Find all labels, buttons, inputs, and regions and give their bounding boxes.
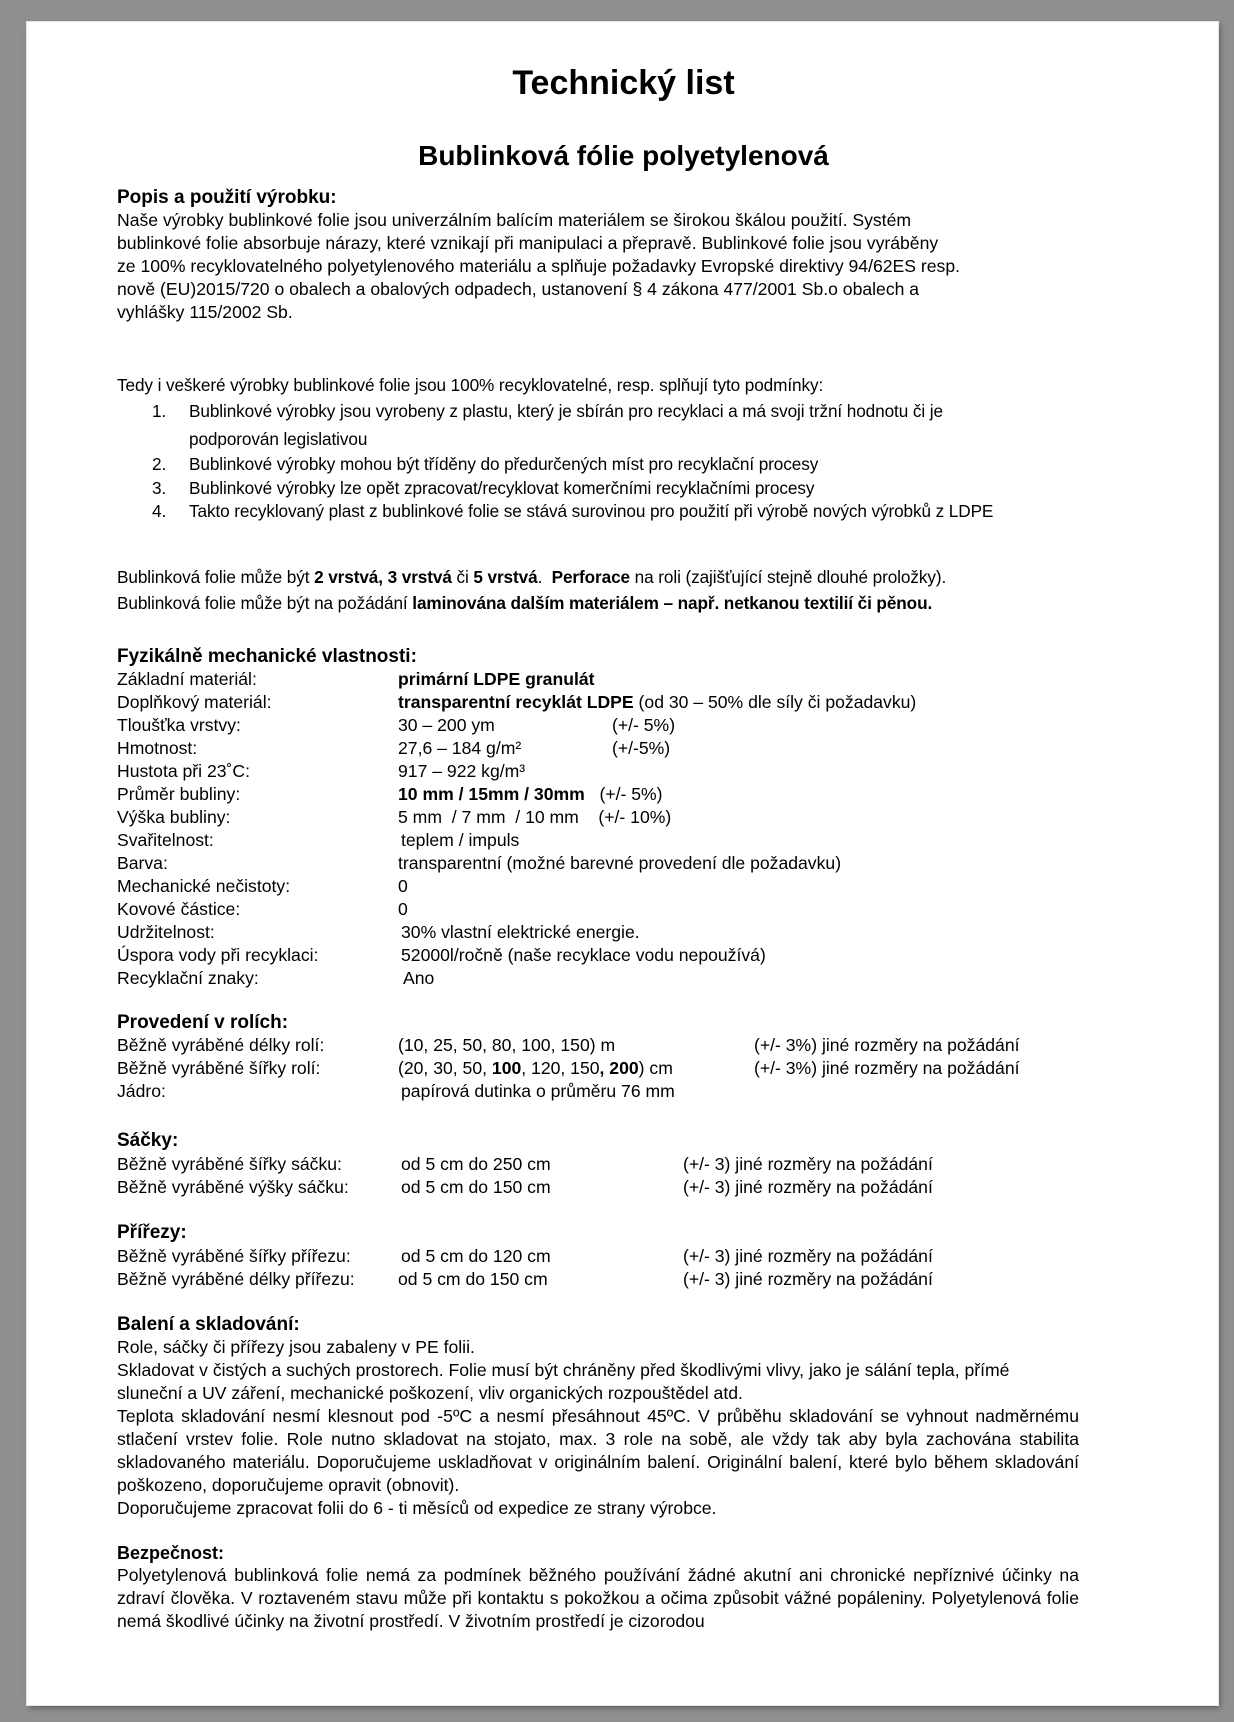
property-row (117, 760, 1117, 783)
property-row (117, 668, 1117, 691)
condition-item (117, 397, 1029, 453)
cuts-table (117, 1245, 1117, 1291)
property-tolerance: (+/-5%) (612, 738, 671, 758)
property-label: Recyklační znaky: (117, 968, 259, 988)
lamination-text: Bublinková folie může být na požádání (117, 593, 413, 613)
property-label: Hmotnost: (117, 738, 198, 758)
rolls-table (117, 1034, 1117, 1103)
section-heading-vlastnosti: Fyzikálně mechanické vlastnosti: (117, 646, 417, 667)
document-subtitle: Bublinková fólie polyetylenová (418, 140, 829, 171)
condition-item (117, 477, 1029, 501)
section-heading-sacky: Sáčky: (117, 1130, 179, 1151)
condition-number: 3. (152, 477, 167, 498)
property-value-bold: primární LDPE granulát (398, 669, 595, 689)
property-row (117, 921, 1117, 944)
rolls-row (117, 1057, 1117, 1080)
safety-paragraph: Polyetylenová bublinková folie nemá za podmínek běžného používání žádné akutní ani chronické nepříznivé účinky na zdraví člověka. V roztaveném stavu může při kontaktu s pokožkou a očima způsobit vážné popáleniny. Polyetylenová folie nemá škodlivé účinky na životní prostředí. V životním prostředí je cizorodou (117, 1565, 1079, 1631)
rolls-label: Běžně vyráběné šířky rolí: (117, 1058, 321, 1078)
property-value: 30 – 200 ym (398, 715, 495, 735)
property-value: 0 (398, 876, 408, 896)
property-row (117, 737, 1117, 760)
cuts-row (117, 1268, 1117, 1291)
property-value-text: (+/- 5%) (584, 784, 663, 804)
property-value: 0 (398, 899, 408, 919)
property-label: Základní materiál: (117, 669, 257, 689)
layers-note (117, 566, 1127, 589)
bags-note: (+/- 3) jiné rozměry na požádání (683, 1177, 933, 1197)
rolls-value-text: , 120, 150 (521, 1058, 600, 1078)
section-heading-bezpecnost: Bezpečnost: (117, 1543, 225, 1563)
condition-text: Takto recyklovaný plast z bublinkové folie se stává surovinou pro použití při výrobě nových výrobků z LDPE (189, 501, 994, 521)
popis-line: vyhlášky 115/2002 Sb. (117, 302, 293, 322)
document-page (27, 22, 1218, 1705)
property-label: Úspora vody při recyklaci: (117, 945, 319, 965)
property-label: Tloušťka vrstvy: (117, 715, 241, 735)
recycling-intro: Tedy i veškeré výrobky bublinkové folie jsou 100% recyklovatelné, resp. splňují tyto podmínky: (117, 375, 824, 395)
property-label: Mechanické nečistoty: (117, 876, 291, 896)
layers-text: Bublinková folie může být (117, 567, 315, 587)
cuts-label: Běžně vyráběné délky přířezu: (117, 1269, 355, 1289)
property-tolerance: (+/- 5%) (612, 715, 676, 735)
packaging-paragraphs (117, 1336, 1079, 1520)
property-value: transparentní (možné barevné provedení dle požadavku) (398, 853, 842, 873)
property-value (398, 783, 663, 806)
property-row (117, 783, 1117, 806)
rolls-label: Běžně vyráběné délky rolí: (117, 1035, 325, 1055)
property-value: 5 mm / 7 mm / 10 mm (+/- 10%) (398, 807, 672, 827)
layers-text: či (451, 567, 474, 587)
layers-bold: 5 vrstvá (473, 567, 538, 587)
section-heading-popis: Popis a použití výrobku: (117, 187, 337, 208)
rolls-value-bold: , 200 (599, 1058, 639, 1078)
section-heading-role: Provedení v rolích: (117, 1012, 289, 1033)
condition-number: 4. (152, 501, 167, 521)
rolls-value-bold: 100 (491, 1058, 522, 1078)
property-value-text: (od 30 – 50% dle síly či požadavku) (633, 692, 917, 712)
property-row (117, 944, 1117, 967)
property-row (117, 967, 1117, 990)
property-label: Udržitelnost: (117, 922, 215, 942)
properties-table (117, 668, 1117, 990)
rolls-note: (+/- 3%) jiné rozměry na požádání (754, 1058, 1020, 1078)
property-value: 917 – 922 kg/m³ (398, 761, 526, 781)
property-value: 27,6 – 184 g/m² (398, 738, 522, 758)
property-value: teplem / impuls (401, 830, 520, 850)
property-row (117, 898, 1117, 921)
cuts-note: (+/- 3) jiné rozměry na požádání (683, 1269, 933, 1289)
property-value (398, 691, 916, 714)
layers-bold: 2 vrstvá, 3 vrstvá (314, 567, 452, 587)
cuts-row (117, 1245, 1117, 1268)
bags-label: Běžně vyráběné výšky sáčku: (117, 1177, 349, 1197)
bags-value: od 5 cm do 250 cm (401, 1154, 551, 1174)
document-title: Technický list (512, 64, 735, 102)
property-label: Výška bubliny: (117, 807, 231, 827)
condition-number: 1. (152, 401, 167, 421)
condition-text: Bublinkové výrobky jsou vyrobeny z plastu, který je sbírán pro recyklaci a má svoji tržní hodnotu či je podporován legislativou (189, 401, 943, 449)
rolls-value-text: (20, 30, 50, (398, 1058, 492, 1078)
bags-value: od 5 cm do 150 cm (401, 1177, 551, 1197)
packaging-text: Skladovat v čistých a suchých prostorech. Folie musí být chráněny před škodlivými vlivy, jako je sálání tepla, přímé sluneční a UV záření, mechanické poškození, vliv organických rozpouštědel atd. (117, 1360, 1010, 1403)
cuts-label: Běžně vyráběné šířky přířezu: (117, 1246, 351, 1266)
section-heading-prirezy: Přířezy: (117, 1222, 187, 1243)
perforation-bold: Perforace (551, 567, 630, 587)
property-value: 30% vlastní elektrické energie. (401, 922, 640, 942)
rolls-value (398, 1057, 673, 1080)
property-row (117, 875, 1117, 898)
rolls-label: Jádro: (117, 1081, 166, 1101)
cuts-note: (+/- 3) jiné rozměry na požádání (683, 1246, 933, 1266)
property-value: Ano (403, 968, 435, 988)
packaging-text: Role, sáčky či přířezy jsou zabaleny v PE folii. (117, 1337, 475, 1357)
property-label: Doplňkový materiál: (117, 692, 272, 712)
property-value-bold: transparentní recyklát LDPE (398, 692, 634, 712)
layers-text: . (537, 567, 552, 587)
rolls-note: (+/- 3%) jiné rozměry na požádání (754, 1035, 1020, 1055)
bags-table (117, 1153, 1117, 1199)
rolls-value: (10, 25, 50, 80, 100, 150) m (398, 1035, 616, 1055)
cuts-value: od 5 cm do 150 cm (398, 1269, 548, 1289)
recycling-conditions-list (117, 397, 1029, 522)
bags-note: (+/- 3) jiné rozměry na požádání (683, 1154, 933, 1174)
lamination-note (117, 592, 1127, 615)
bags-row (117, 1176, 1117, 1199)
property-row (117, 852, 1117, 875)
popis-line: nově (EU)2015/720 o obalech a obalových odpadech, ustanovení § 4 zákona 477/2001 Sb.o obalech a (117, 279, 920, 299)
popis-paragraph (117, 209, 1117, 324)
property-value (398, 668, 595, 691)
property-value: 52000l/ročně (naše recyklace vodu nepoužívá) (401, 945, 766, 965)
rolls-row (117, 1080, 1117, 1103)
property-value-bold: 10 mm / 15mm / 30mm (398, 784, 585, 804)
rolls-value: papírová dutinka o průměru 76 mm (401, 1081, 675, 1101)
bags-row (117, 1153, 1117, 1176)
property-row (117, 829, 1117, 852)
property-row (117, 806, 1117, 829)
condition-item (117, 453, 1029, 477)
condition-text: Bublinkové výrobky lze opět zpracovat/recyklovat komerčními recyklačními procesy (189, 477, 815, 498)
property-row (117, 714, 1117, 737)
section-heading-baleni: Balení a skladování: (117, 1314, 300, 1335)
condition-number: 2. (152, 454, 167, 474)
packaging-text: Doporučujeme zpracovat folii do 6 - ti měsíců od expedice ze strany výrobce. (117, 1498, 717, 1518)
property-label: Průměr bubliny: (117, 784, 241, 804)
property-label: Kovové částice: (117, 899, 241, 919)
property-label: Barva: (117, 853, 168, 873)
condition-item (117, 500, 1029, 522)
rolls-row (117, 1034, 1117, 1057)
lamination-bold: laminována dalším materiálem – např. netkanou textilií či pěnou. (412, 593, 933, 613)
property-row (117, 691, 1117, 714)
popis-line: bublinkové folie absorbuje nárazy, které vznikají při manipulaci a přepravě. Bublinkové folie jsou vyráběny (117, 233, 939, 253)
property-label: Svařitelnost: (117, 830, 214, 850)
packaging-text: Teplota skladování nesmí klesnout pod -5ºC a nesmí přesáhnout 45ºC. V průběhu skladování se vyhnout nadměrnému stlačení vrstev folie. Role nutno skladovat na stojato, max. 3 role na sobě, ale vždy tak aby byla zachována stabilita skladovaného materiálu. Doporučujeme uskladňovat v originálním balení. Originální balení, které bylo během skladování poškozeno, doporučujeme opravit (obnovit). (117, 1406, 1079, 1495)
popis-line: Naše výrobky bublinkové folie jsou univerzálním balícím materiálem se širokou škálou použití. Systém (117, 210, 912, 230)
rolls-value-text: ) cm (638, 1058, 673, 1078)
layers-text: na roli (zajišťující stejně dlouhé proložky). (630, 567, 947, 587)
condition-text: Bublinkové výrobky mohou být tříděny do předurčených míst pro recyklační procesy (189, 454, 819, 474)
bags-label: Běžně vyráběné šířky sáčku: (117, 1154, 342, 1174)
cuts-value: od 5 cm do 120 cm (401, 1246, 551, 1266)
popis-line: ze 100% recyklovatelného polyetylenového materiálu a splňuje požadavky Evropské direktivy 94/62ES resp. (117, 256, 961, 276)
property-label: Hustota při 23˚C: (117, 761, 250, 781)
